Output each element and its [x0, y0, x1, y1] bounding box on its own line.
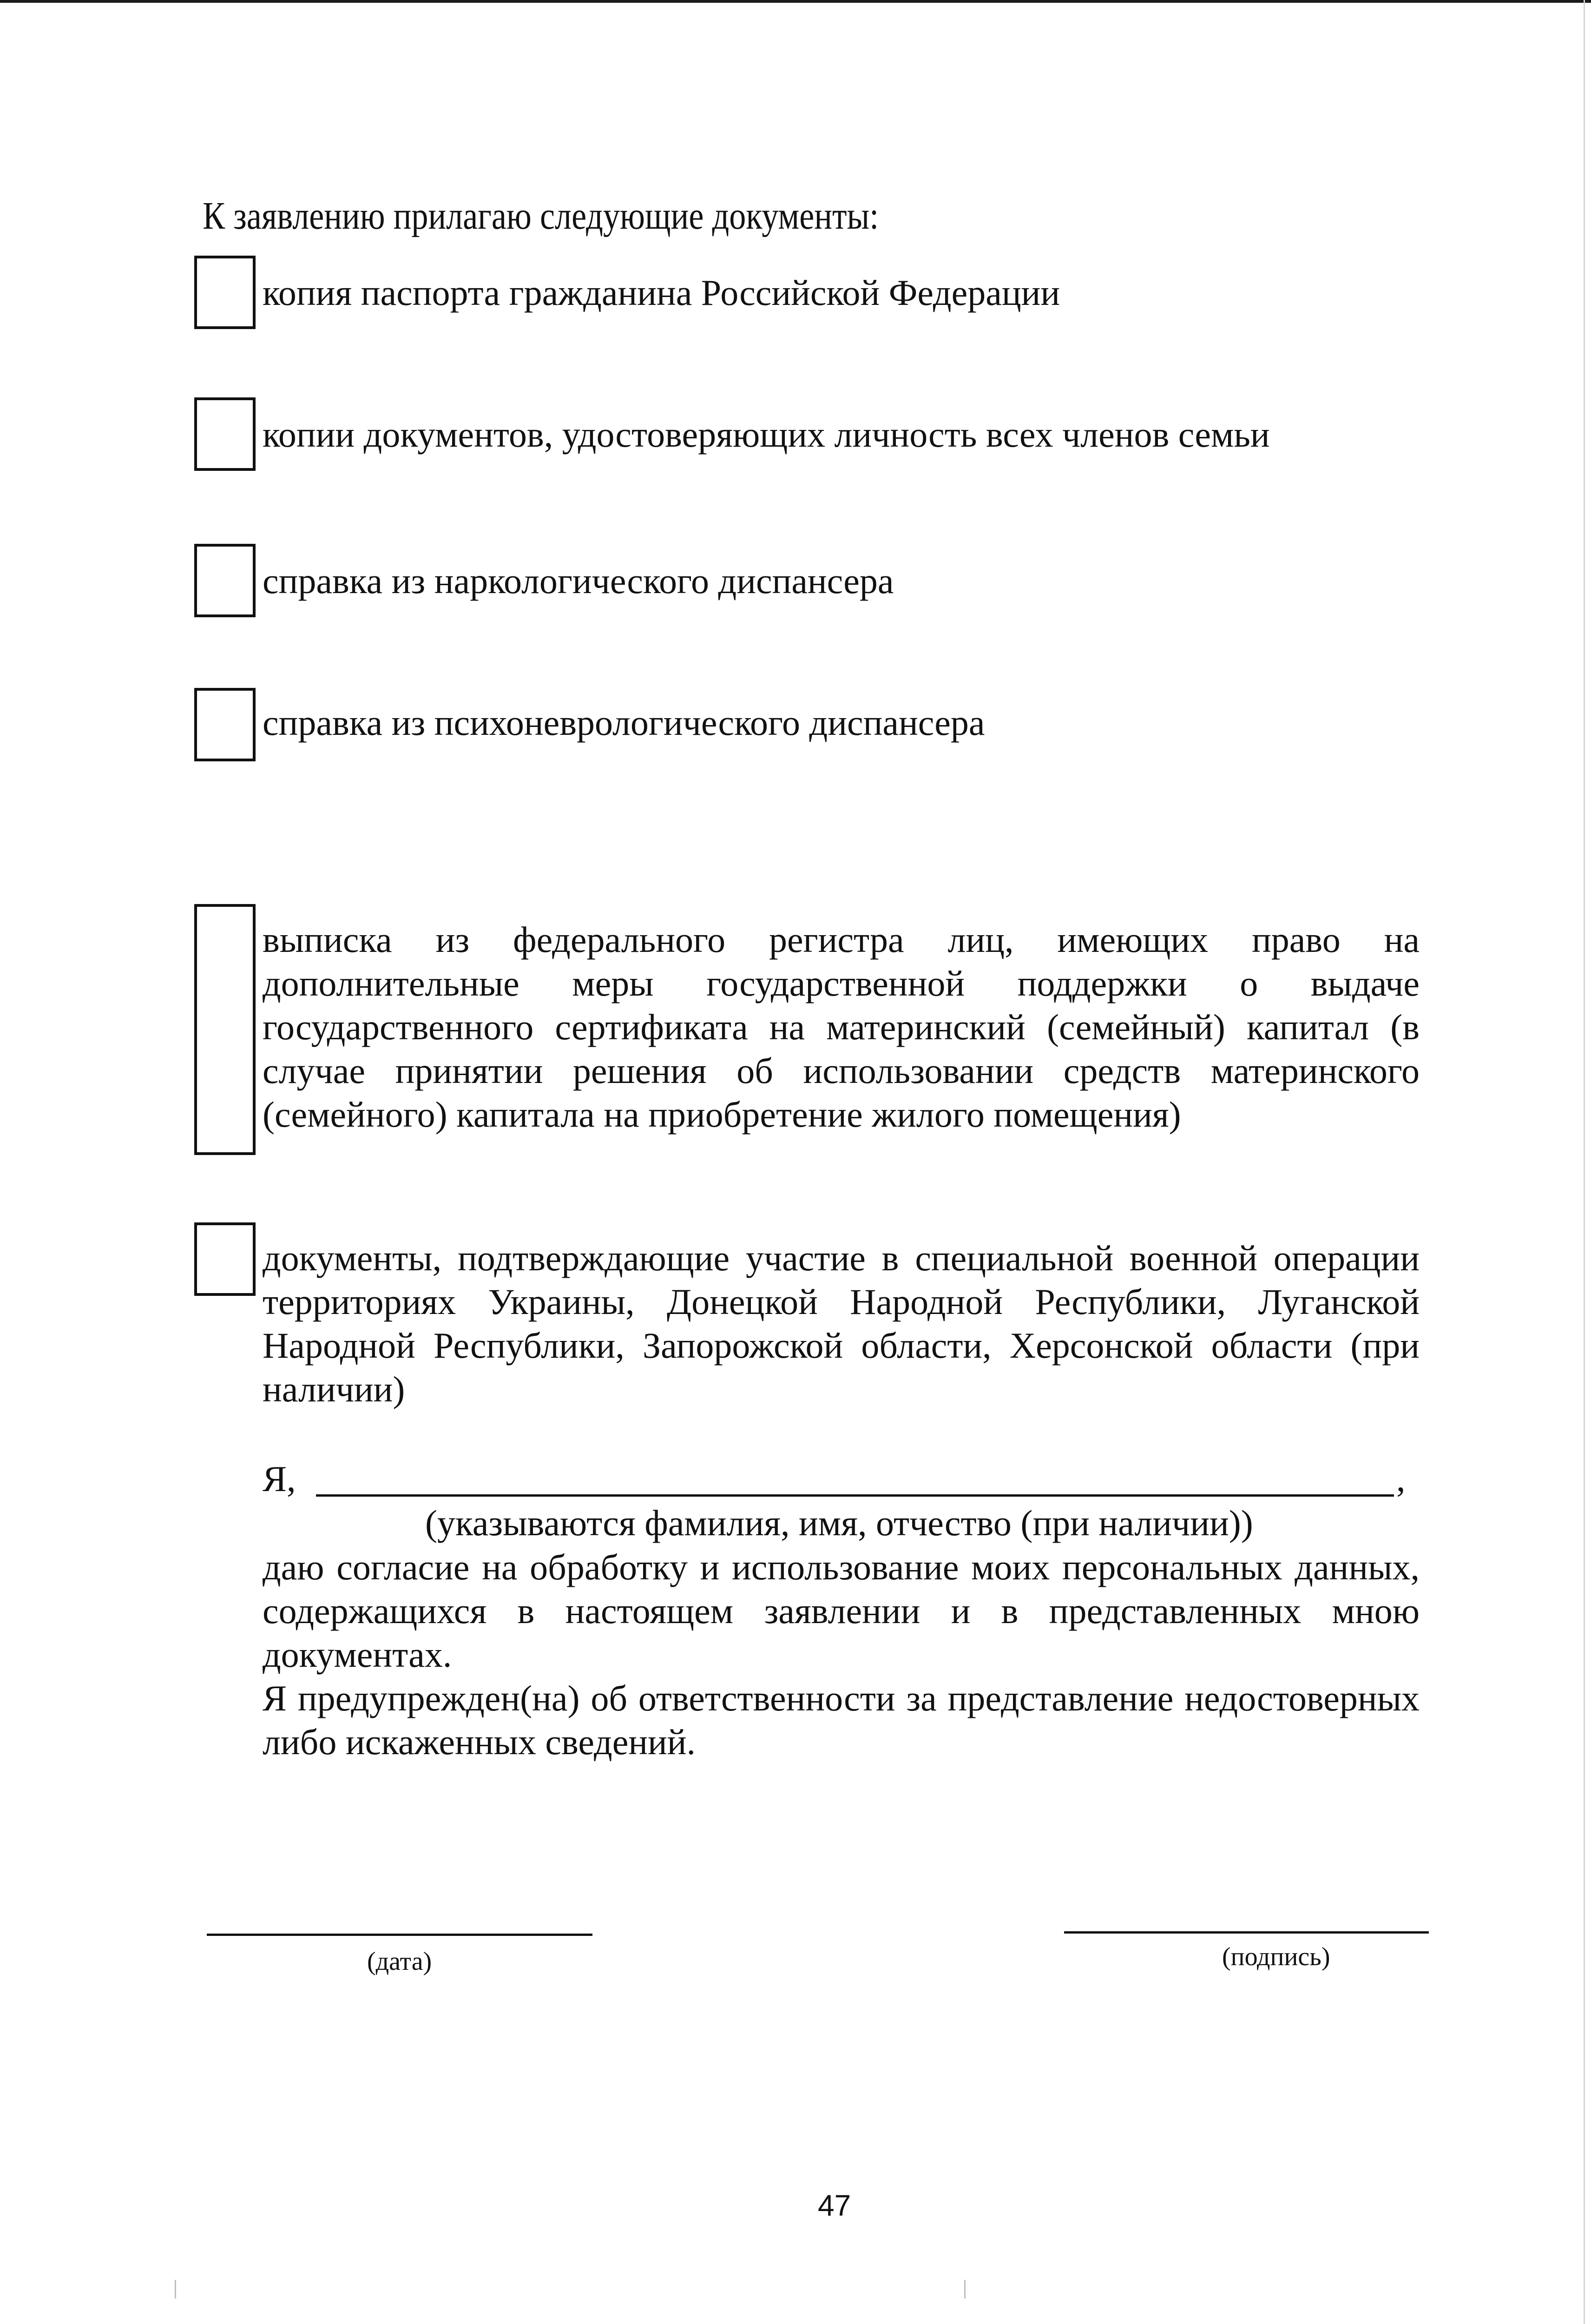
applicant-name-prefix: Я,: [263, 1459, 296, 1499]
scan-top-border: [0, 0, 1591, 3]
attachment-label-psychoneurology: справка из психоневрологического диспансера: [263, 702, 985, 743]
date-label: (дата): [367, 1947, 432, 1976]
attachment-label-family-ids: копии документов, удостоверяющих личность всех членов семьи: [263, 414, 1270, 455]
text-line: наличии): [263, 1369, 405, 1409]
scan-right-edge: [1584, 0, 1585, 2324]
attachments-heading: К заявлению прилагаю следующие документы:: [203, 194, 879, 238]
attachment-checkbox-svo-documents[interactable]: [194, 1222, 256, 1296]
text-line: государственного сертификата на материнский (семейный) капитал (в: [263, 1007, 1420, 1047]
text-line: даю согласие на обработку и использование моих персональных данных,: [263, 1547, 1420, 1587]
attachment-label-registry-extract: [263, 918, 1420, 1136]
text-line: либо искаженных сведений.: [263, 1722, 696, 1762]
applicant-name-suffix: ,: [1396, 1459, 1406, 1499]
signature-field[interactable]: [1064, 1931, 1429, 1934]
date-field[interactable]: [207, 1934, 592, 1936]
attachment-label-passport: копия паспорта гражданина Российской Федерации: [263, 272, 1060, 313]
attachment-label-svo-documents: [263, 1236, 1420, 1411]
page-number: 47: [818, 2189, 851, 2222]
text-line: территориях Украины, Донецкой Народной Республики, Луганской: [263, 1281, 1420, 1322]
scan-mark: [175, 2280, 176, 2298]
attachment-checkbox-passport[interactable]: [194, 256, 256, 329]
attachment-checkbox-family-ids[interactable]: [194, 397, 256, 471]
applicant-name-row: [263, 1457, 1420, 1508]
attachment-label-narcology: справка из наркологического диспансера: [263, 561, 894, 601]
attachment-checkbox-registry-extract[interactable]: [194, 904, 256, 1155]
warning-text: [263, 1677, 1420, 1764]
consent-text: [263, 1545, 1420, 1677]
text-line: дополнительные меры государственной поддержки о выдаче: [263, 963, 1420, 1004]
text-line: Я предупрежден(на) об ответственности за представление недостоверных: [263, 1678, 1420, 1718]
text-line: выписка из федерального регистра лиц, имеющих право на: [263, 919, 1420, 960]
text-line: содержащихся в настоящем заявлении и в представленных мною: [263, 1591, 1420, 1631]
signature-label: (подпись): [1222, 1942, 1330, 1971]
applicant-name-hint: (указываются фамилия, имя, отчество (при наличии)): [425, 1503, 1253, 1543]
text-line: документы, подтверждающие участие в специальной военной операции: [263, 1238, 1420, 1278]
attachment-checkbox-narcology[interactable]: [194, 544, 256, 617]
applicant-name-underline: [316, 1494, 1394, 1497]
scan-mark: [964, 2280, 966, 2298]
text-line: случае принятии решения об использовании средств материнского: [263, 1050, 1420, 1091]
text-line: документах.: [263, 1634, 452, 1675]
text-line: Народной Республики, Запорожской области, Херсонской области (при: [263, 1325, 1420, 1366]
text-line: (семейного) капитала на приобретение жилого помещения): [263, 1094, 1181, 1135]
attachment-checkbox-psychoneurology[interactable]: [194, 688, 256, 761]
